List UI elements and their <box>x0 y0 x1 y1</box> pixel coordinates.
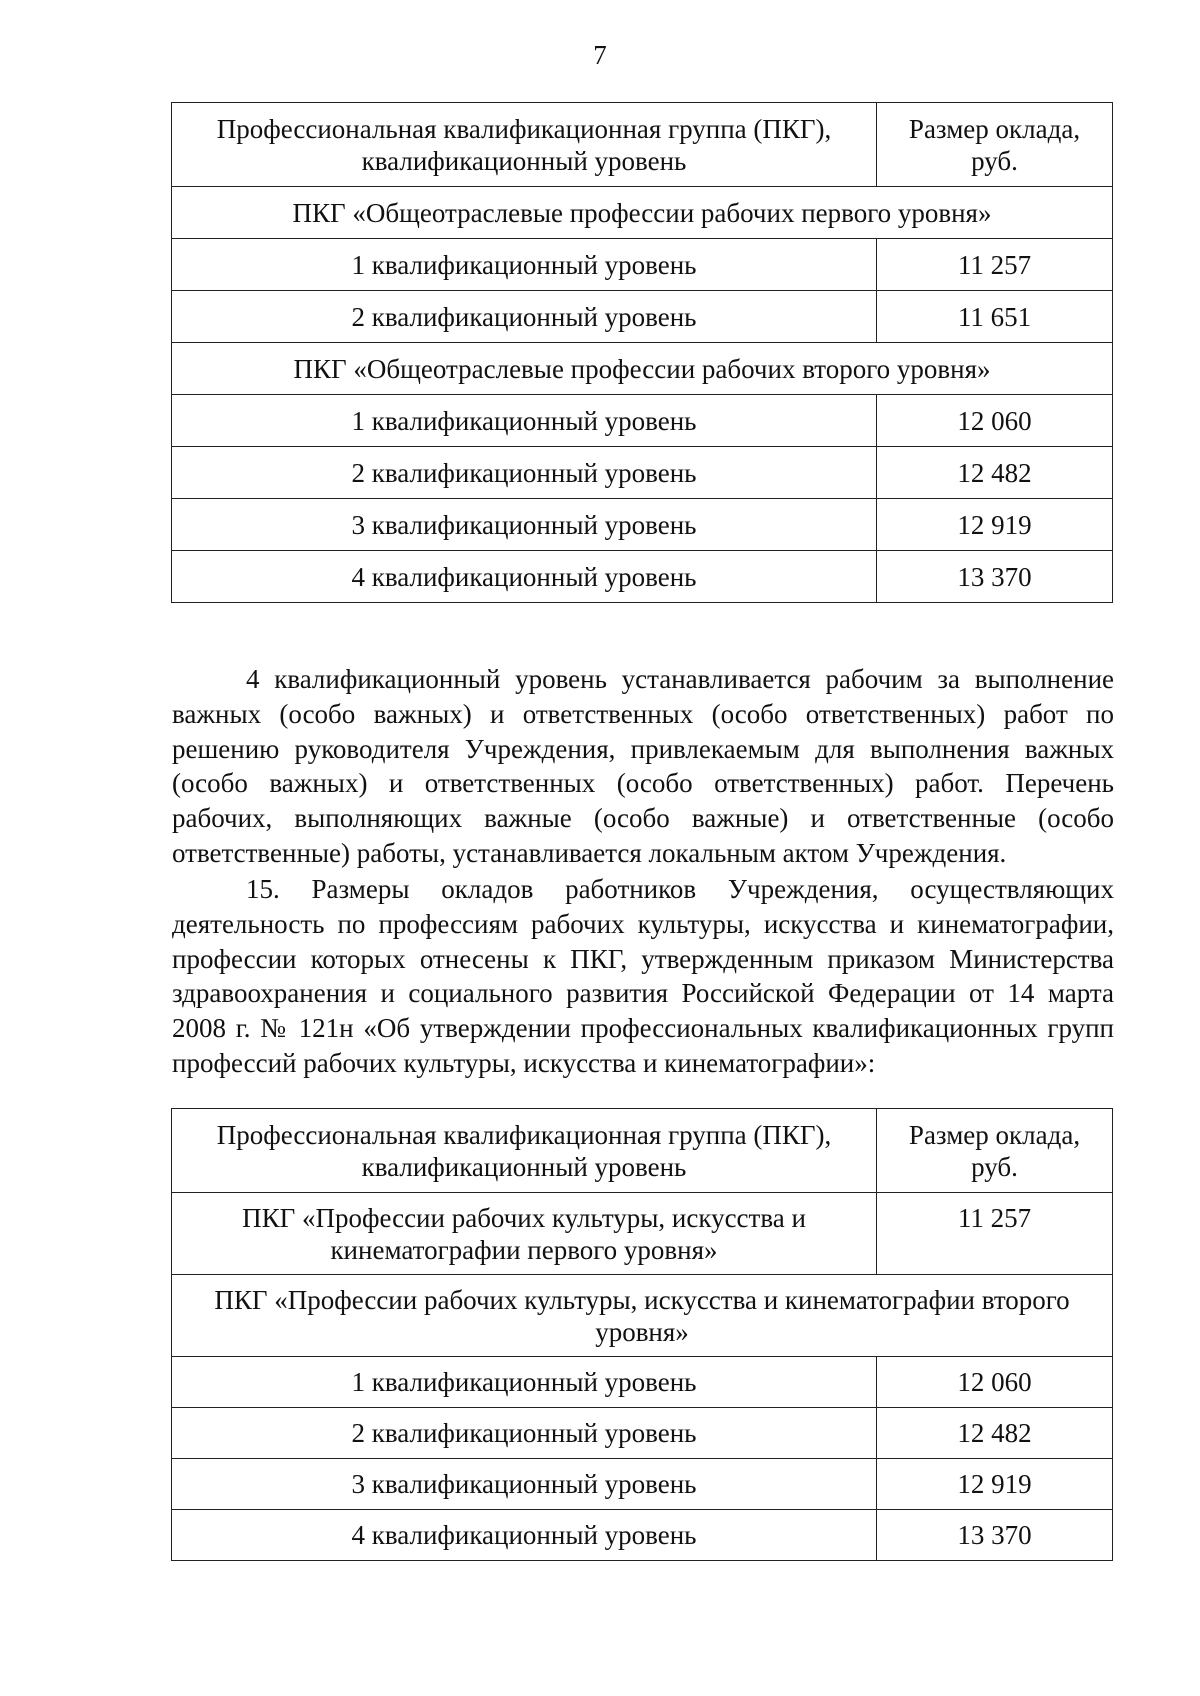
salary-cell: 13 370 <box>877 551 1113 603</box>
section-title: ПКГ «Общеотраслевые профессии рабочих первого уровня» <box>172 187 1113 239</box>
level-cell: 4 квалификационный уровень <box>172 1510 877 1561</box>
section-title: ПКГ «Профессии рабочих культуры, искусства и кинематографии первого уровня» <box>172 1193 877 1275</box>
salary-cell: 12 060 <box>877 1357 1113 1408</box>
salary-cell: 11 257 <box>877 239 1113 291</box>
salary-cell: 12 060 <box>877 395 1113 447</box>
salary-cell: 11 651 <box>877 291 1113 343</box>
salary-cell: 13 370 <box>877 1510 1113 1561</box>
salary-table-general-workers <box>171 102 1113 603</box>
page-number: 7 <box>593 40 607 70</box>
header-salary-cell: Размер оклада, руб. <box>877 1109 1113 1193</box>
table-row <box>172 447 1113 499</box>
header-salary-cell: Размер оклада, руб. <box>877 103 1113 187</box>
table-header-row <box>172 1109 1113 1193</box>
salary-cell: 12 482 <box>877 1408 1113 1459</box>
level-cell: 2 квалификационный уровень <box>172 1408 877 1459</box>
paragraph-item-15: 15. Размеры окладов работников Учреждения, осуществляющих деятельность по профессиям рабочих культуры, искусства и кинематографии, профессии которых отнесены к ПКГ, утвержденным приказом Министерства здравоохранения и социального развития Российской Федерации от 14 марта 2008 г. № 121н «Об утверждении профессиональных квалификационных групп профессий рабочих культуры, искусства и кинематографии»: <box>172 874 1114 1078</box>
section-row <box>172 1275 1113 1357</box>
level-cell: 3 квалификационный уровень <box>172 499 877 551</box>
header-group-cell: Профессиональная квалификационная группа (ПКГ), квалификационный уровень <box>172 1109 877 1193</box>
header-group-cell: Профессиональная квалификационная группа (ПКГ), квалификационный уровень <box>172 103 877 187</box>
table-row <box>172 499 1113 551</box>
section-title: ПКГ «Общеотраслевые профессии рабочих второго уровня» <box>172 343 1113 395</box>
salary-cell: 11 257 <box>877 1193 1113 1275</box>
level-cell: 1 квалификационный уровень <box>172 1357 877 1408</box>
level-cell: 4 квалификационный уровень <box>172 551 877 603</box>
table-row <box>172 1408 1113 1459</box>
paragraph-level-4-note: 4 квалификационный уровень устанавливается рабочим за выполнение важных (особо важных) и ответственных (особо ответственных) работ по решению руководителя Учреждения, привлекаемым для выполнения важных (особо важных) и ответственных (особо ответственных) работ. Перечень рабочих, выполняющих важные (особо важные) и ответственные (особо ответственные) работы, устанавливается локальным актом Учреждения. <box>172 664 1114 868</box>
table-header-row <box>172 103 1113 187</box>
section-row <box>172 343 1113 395</box>
level-cell: 3 квалификационный уровень <box>172 1459 877 1510</box>
level-cell: 2 квалификационный уровень <box>172 291 877 343</box>
section-title: ПКГ «Профессии рабочих культуры, искусства и кинематографии второго уровня» <box>172 1275 1113 1357</box>
salary-cell: 12 919 <box>877 499 1113 551</box>
level-cell: 1 квалификационный уровень <box>172 239 877 291</box>
table-row <box>172 239 1113 291</box>
table-row <box>172 1357 1113 1408</box>
table-row <box>172 1459 1113 1510</box>
section-row <box>172 187 1113 239</box>
salary-cell: 12 482 <box>877 447 1113 499</box>
table-row <box>172 551 1113 603</box>
salary-cell: 12 919 <box>877 1459 1113 1510</box>
table-row <box>172 291 1113 343</box>
table-row <box>172 1510 1113 1561</box>
table-row <box>172 395 1113 447</box>
level-cell: 2 квалификационный уровень <box>172 447 877 499</box>
section-row <box>172 1193 1113 1275</box>
salary-table-culture-workers <box>171 1108 1113 1561</box>
level-cell: 1 квалификационный уровень <box>172 395 877 447</box>
